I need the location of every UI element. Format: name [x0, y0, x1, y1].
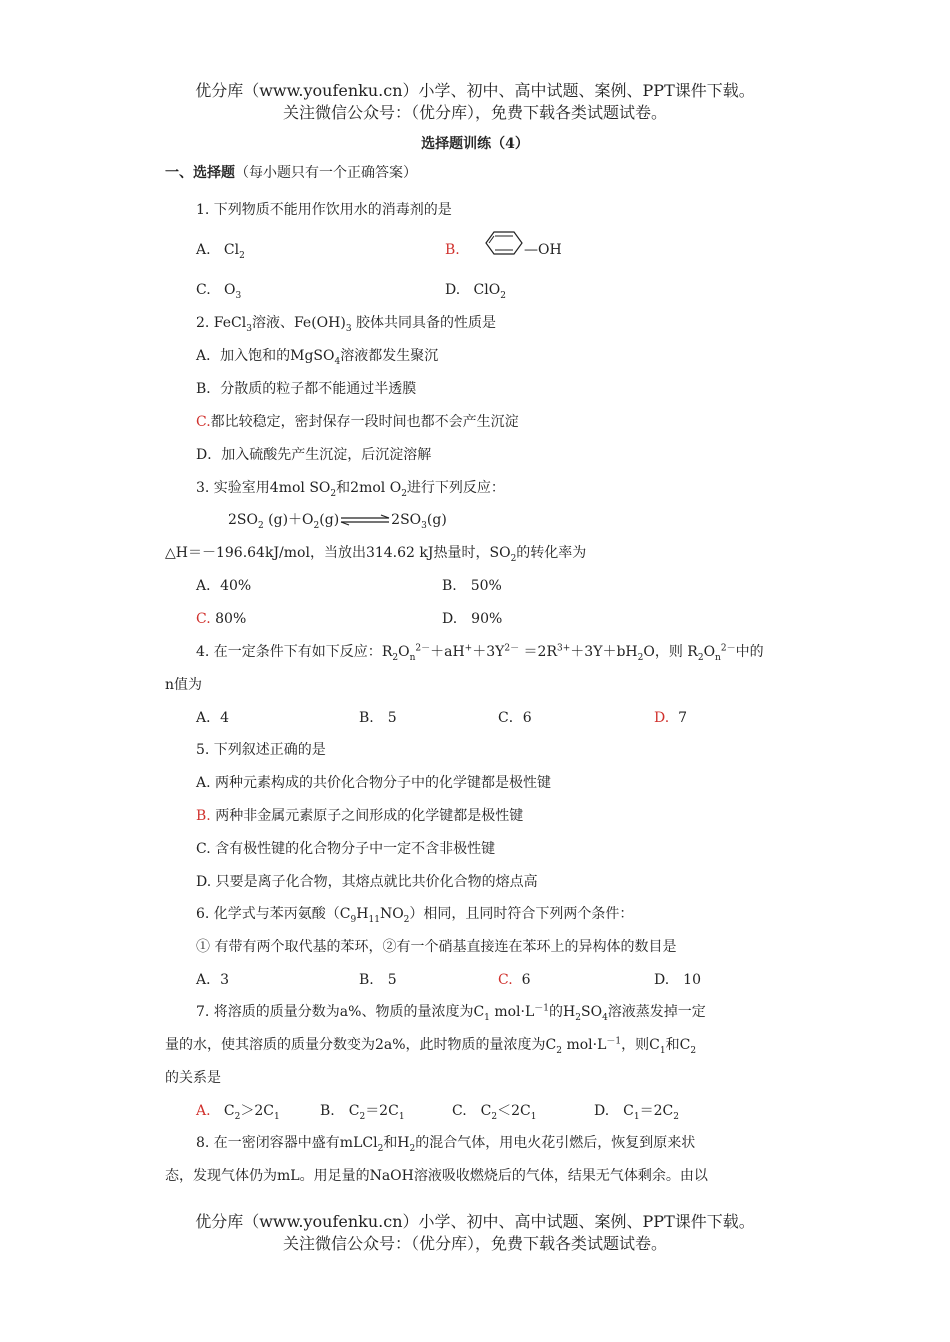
q7-d-s1: 1	[633, 1111, 640, 1122]
q4-option-a: A．4	[196, 710, 230, 726]
q7-b-s1: 2	[359, 1111, 366, 1122]
q7-line-1	[196, 1002, 706, 1022]
q7-c-c: C. C	[452, 1103, 492, 1119]
q3-option-d: D. 90%	[442, 611, 503, 627]
q2-c-letter: C.	[196, 414, 211, 430]
q4-f2: O	[398, 644, 410, 660]
q3-eq-sub3: 3	[421, 520, 427, 531]
q6-b: H	[356, 906, 369, 922]
q3-eq-sub1: 2	[257, 520, 264, 531]
q7-l1-a: 7. 将溶质的质量分数为a%、物质的量浓度为C	[196, 1004, 485, 1020]
q4-f3: ＋aH	[430, 644, 465, 660]
q4-stem-cont: n值为	[165, 677, 203, 693]
q7-l1-b: mol·L	[489, 1004, 535, 1020]
q8-l1-b: 和H	[383, 1135, 410, 1151]
q2-a-b: 溶液都发生聚沉	[340, 348, 439, 364]
q7-b-s2: 1	[398, 1111, 405, 1122]
q1-option-a	[196, 240, 245, 260]
q5-b-text: 两种非金属元素原子之间形成的化学键都是极性键	[215, 808, 524, 824]
q4-s8: 2	[697, 652, 704, 663]
q7-l1-e: 溶液蒸发掉一定	[607, 1004, 706, 1020]
q2-stem-b: 溶液、Fe(OH)	[251, 315, 346, 331]
q2-option-d: D．加入硫酸先产生沉淀，后沉淀溶解	[196, 447, 432, 463]
q4-stem-text: 4. 在一定条件下有如下反应：	[196, 644, 382, 660]
benzene-ring-icon	[478, 229, 530, 257]
q2-option-a	[196, 346, 438, 366]
page-title: 选择题训练（4）	[421, 136, 529, 152]
q6-option-c	[498, 970, 531, 990]
q7-line-2	[165, 1035, 696, 1055]
q7-d-c: D. C	[594, 1103, 634, 1119]
q2-sub-3: 3	[246, 323, 252, 334]
q7-option-a	[196, 1101, 280, 1121]
q6-s2: 2	[403, 914, 410, 925]
q3-stem-a: 3. 实验室用4mol SO	[196, 480, 331, 496]
q7-l2-s3: 1	[659, 1045, 666, 1056]
q1-d-text: ClO	[473, 282, 501, 298]
q4-s7: 2	[637, 652, 644, 663]
q1-option-b	[445, 240, 460, 260]
q3-dh-b: 的转化率为	[516, 545, 587, 561]
q7-b-op: ＝2C	[365, 1103, 399, 1119]
q8-l1-c: 的混合气体，用电火花引燃后，恢复到原来状	[415, 1135, 696, 1151]
q7-l1-s4: 4	[602, 1012, 608, 1023]
q4-option-d	[654, 708, 687, 728]
q4-s2: n	[409, 652, 416, 663]
q7-l2-c: ，则C	[621, 1037, 660, 1053]
q4-d-letter: D.	[654, 710, 670, 726]
q3-eq-right2: (g)	[426, 512, 447, 528]
q4-s5: 2－	[504, 643, 520, 654]
q6-d: ）相同，且同时符合下列两个条件：	[409, 906, 634, 922]
q1-stem: 1. 下列物质不能用作饮用水的消毒剂的是	[196, 202, 452, 218]
q3-eq-mid: (g)＋O	[263, 512, 314, 528]
q2-sub-3b: 3	[345, 323, 352, 334]
q7-l2-a: 量的水，使其溶质的质量分数变为2a%，此时物质的量浓度为C	[165, 1037, 557, 1053]
q7-line-3: 的关系是	[165, 1070, 221, 1086]
q5-option-d: D. 只要是离子化合物，其熔点就比共价化合物的熔点高	[196, 874, 538, 890]
q4-d-text: 7	[678, 710, 688, 726]
q7-d-op: ＝2C	[639, 1103, 674, 1119]
footer-line-2: 关注微信公众号：（优分库），免费下载各类试题试卷。	[282, 1234, 667, 1253]
q7-l1-s1: 1	[484, 1012, 490, 1023]
q7-l2-d: 和C	[665, 1037, 691, 1053]
q1-d-sub: 2	[500, 290, 506, 301]
q5-stem: 5. 下列叙述正确的是	[196, 742, 326, 758]
q3-delta-h	[165, 543, 586, 563]
q6-stem	[196, 904, 633, 924]
q4-s3: 2－	[415, 643, 431, 654]
q8-l1-s1: 2	[377, 1143, 384, 1154]
q7-l1-c: 的H	[549, 1004, 576, 1020]
q5-option-c: C. 含有极性键的化合物分子中一定不含非极性键	[196, 841, 496, 857]
q3-c-letter: C.	[196, 611, 211, 627]
q3-eq-sub2: 2	[313, 520, 320, 531]
q7-l2-s1: 2	[556, 1045, 563, 1056]
q1-option-c	[196, 280, 241, 300]
q2-stem-a: 2. FeCl	[196, 315, 247, 331]
q4-option-b: B. 5	[359, 710, 397, 726]
q8-l1-a: 8. 在一密闭容器中盛有mLCl	[196, 1135, 378, 1151]
q3-dh-a: △H＝－196.64kJ/mol，当放出314.62 kJ热量时，SO	[165, 545, 511, 561]
q1-d-letter: D.	[445, 282, 461, 298]
q7-a-c: C	[223, 1103, 235, 1119]
q3-option-b: B. 50%	[442, 578, 502, 594]
q4-f8: O	[703, 644, 716, 660]
q6-c-letter: C.	[498, 972, 513, 988]
q5-b-letter: B.	[196, 808, 211, 824]
q2-c-text: 都比较稳定，密封保存一段时间也都不会产生沉淀	[210, 414, 519, 430]
q4-f4: ＋3Y	[472, 644, 505, 660]
q4-f7: O，则 R	[643, 644, 698, 660]
q2-stem-c: 胶体共同具备的性质是	[351, 315, 496, 331]
q7-l1-d: SO	[580, 1004, 603, 1020]
q1-b-text: —OH	[524, 242, 562, 258]
q4-s4: +	[464, 643, 473, 654]
q6-option-b: B. 5	[359, 972, 397, 988]
q7-c-s1: 2	[491, 1111, 498, 1122]
q6-s9: 9	[350, 914, 357, 925]
q1-c-letter: C.	[196, 282, 211, 298]
q7-d-s2: 2	[673, 1111, 679, 1122]
q2-a-a: A．加入饱和的MgSO	[196, 348, 335, 364]
q4-s9: n	[715, 652, 721, 663]
q7-option-c	[452, 1101, 536, 1121]
q2-stem	[196, 313, 496, 333]
q7-l1-s3: 2	[575, 1012, 581, 1023]
q2-a-sub: 4	[334, 356, 341, 367]
q3-eq-right: 2SO	[391, 512, 422, 528]
q1-c-text: O	[224, 282, 236, 298]
header-line-2: 关注微信公众号：（优分库），免费下载各类试题试卷。	[282, 103, 667, 122]
q4-option-c: C．6	[498, 710, 532, 726]
q7-a-op: ＞2C	[240, 1103, 274, 1119]
q3-stem	[196, 478, 505, 498]
q2-option-c	[196, 412, 519, 432]
q7-c-op: ＜2C	[497, 1103, 531, 1119]
q3-dh-sub: 2	[510, 553, 517, 564]
q1-a-letter: A.	[196, 242, 211, 258]
q4-s1: 2	[392, 652, 399, 663]
q6-a: 6. 化学式与苯丙氨酸（C	[196, 906, 351, 922]
footer-line-1: 优分库（www.youfenku.cn）小学、初中、高中试题、案例、PPT课件下载。	[195, 1212, 755, 1231]
q7-l1-s2: －1	[534, 1003, 550, 1014]
q3-option-c	[196, 609, 246, 629]
q7-a-s2: 1	[274, 1111, 280, 1122]
q8-line-2: 态，发现气体仍为mL。用足量的NaOH溶液吸收燃烧后的气体，结果无气体剩余。由以	[165, 1168, 708, 1184]
q4-stem	[196, 642, 764, 662]
section-heading	[165, 162, 417, 182]
q2-option-b: B．分散质的粒子都不能通过半透膜	[196, 381, 417, 397]
q6-s11: 11	[368, 914, 380, 925]
q5-option-a: A. 两种元素构成的共价化合物分子中的化学键都是极性键	[196, 775, 552, 791]
q7-c-s2: 1	[530, 1111, 537, 1122]
equilibrium-arrow-icon	[339, 514, 391, 526]
q1-b-letter: B.	[445, 242, 460, 258]
q3-stem-b: 和2mol O	[336, 480, 402, 496]
q4-f5: ＝2R	[519, 644, 558, 660]
q3-sub-2a: 2	[330, 488, 337, 499]
header-line-1: 优分库（www.youfenku.cn）小学、初中、高中试题、案例、PPT课件下载。	[195, 81, 755, 100]
q4-s6: 3+	[557, 643, 571, 654]
q5-option-b	[196, 806, 523, 826]
q7-l2-s4: 2	[690, 1045, 697, 1056]
q6-option-d: D. 10	[654, 972, 701, 988]
q3-stem-c: 进行下列反应：	[406, 480, 505, 496]
q4-f1: R	[381, 644, 393, 660]
q7-l2-s2: －1	[606, 1036, 622, 1047]
q7-option-d	[594, 1101, 679, 1121]
section-note: （每小题只有一个正确答案）	[235, 165, 417, 181]
q1-c-sub: 3	[235, 290, 242, 301]
q1-a-sub2: 2	[239, 250, 245, 261]
q6-c: NO	[379, 906, 404, 922]
q7-option-b	[320, 1101, 405, 1121]
q8-l1-s2: 2	[409, 1143, 416, 1154]
q4-f6: ＋3Y＋bH	[570, 644, 638, 660]
q7-l2-b: mol·L	[562, 1037, 607, 1053]
q6-c-text: 6	[521, 972, 531, 988]
q3-option-a: A．40%	[196, 578, 252, 594]
section-label: 一、选择题	[165, 165, 235, 181]
q3-equation	[228, 510, 447, 530]
q7-a-letter: A.	[196, 1103, 211, 1119]
q7-a-s1: 2	[234, 1111, 241, 1122]
q8-line-1	[196, 1133, 695, 1153]
q3-c-text: 80%	[215, 611, 247, 627]
q4-f9: 中的	[735, 644, 764, 660]
q7-b-c: B. C	[320, 1103, 360, 1119]
q1-option-d	[445, 280, 506, 300]
q3-eq-mid2: (g)	[319, 512, 340, 528]
q1-a-text: Cl	[223, 242, 240, 258]
q3-sub-2b: 2	[401, 488, 407, 499]
q6-conditions: ① 有带有两个取代基的苯环，②有一个硝基直接连在苯环上的异构体的数目是	[196, 939, 677, 955]
q3-eq-left: 2SO	[228, 512, 258, 528]
q6-option-a: A．3	[196, 972, 230, 988]
q4-s10: 2－	[720, 643, 736, 654]
